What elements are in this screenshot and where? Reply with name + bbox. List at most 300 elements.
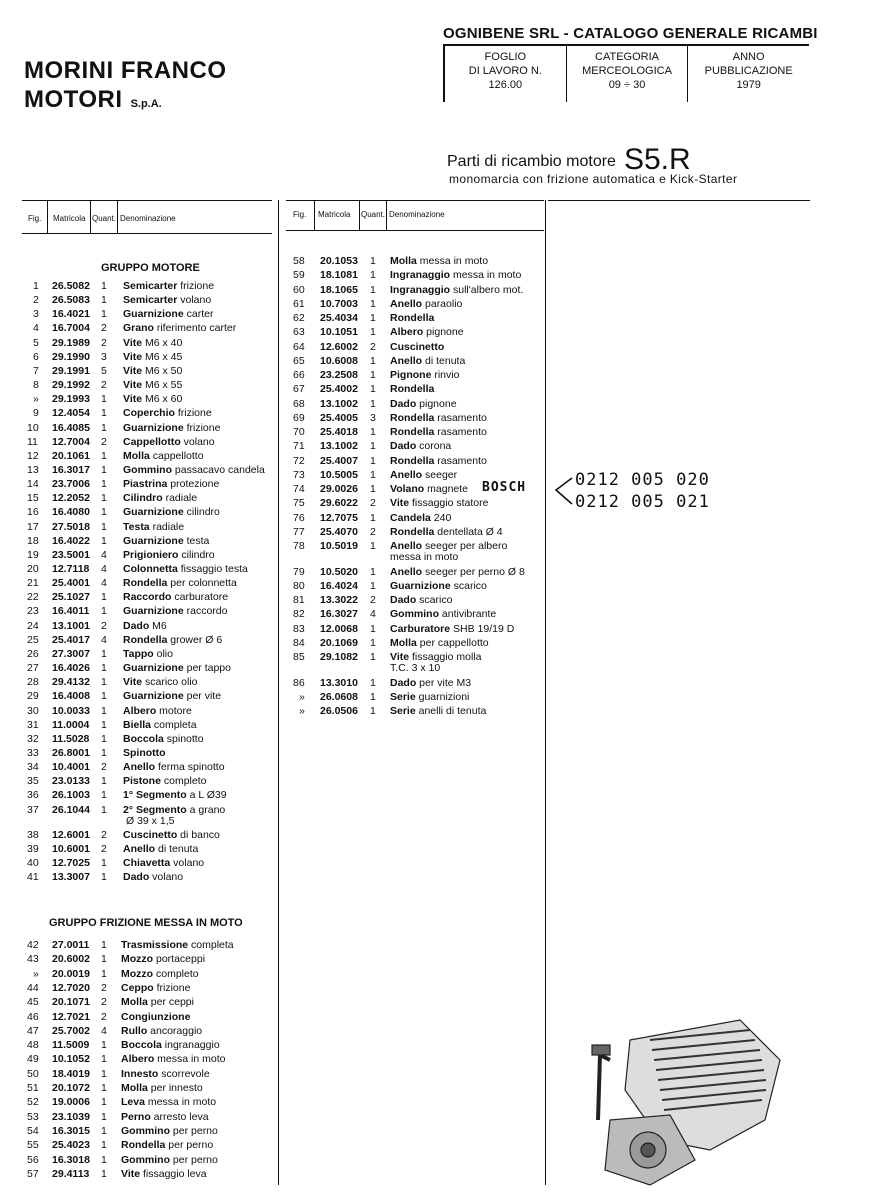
header-cell-anno [687, 46, 809, 102]
row-matricola: 12.4054 [52, 407, 90, 420]
row-denominazione: Dado pignone [390, 397, 457, 410]
row-fig: 55 [27, 1139, 39, 1152]
row-denominazione-bold: Gommino [390, 608, 439, 621]
row-denominazione-bold: Rondella [121, 1139, 166, 1152]
row-quantity: 1 [370, 354, 376, 367]
divider [286, 200, 544, 201]
row-denominazione: Molla per ceppi [121, 996, 194, 1009]
row-matricola: 12.7075 [320, 511, 358, 524]
row-matricola: 26.5082 [52, 280, 90, 292]
row-matricola: 10.4001 [52, 761, 90, 774]
row-denominazione-bold: Anello [390, 540, 423, 552]
row-denominazione-bold: Serie [390, 705, 416, 717]
row-denominazione: Guarnizione per vite [123, 690, 222, 703]
row-denominazione-bold: Guarnizione [123, 534, 184, 547]
row-denominazione-bold: Molla [121, 1082, 148, 1094]
row-denominazione-bold: Ingranaggio [390, 283, 451, 296]
row-quantity: 5 [101, 364, 107, 377]
logo-spa: S.p.A. [130, 98, 162, 110]
row-matricola: 25.7002 [52, 1024, 90, 1037]
row-quantity: 1 [370, 369, 376, 381]
row-denominazione: Pignone rinvio [390, 369, 460, 381]
row-fig: 7 [33, 364, 39, 377]
col-fig: Fig. [293, 210, 307, 219]
row-matricola: 10.6008 [320, 354, 358, 367]
row-matricola: 10.0033 [52, 704, 90, 717]
row-fig: 32 [27, 732, 39, 745]
row-matricola: 25.4005 [320, 411, 358, 424]
row-denominazione: Prigioniero cilindro [123, 548, 215, 561]
row-denominazione-bold: Pignone [390, 369, 432, 381]
row-quantity: 2 [370, 594, 376, 606]
row-quantity: 1 [101, 662, 107, 675]
row-matricola: 27.3007 [52, 647, 90, 660]
row-denominazione-bold: Anello [390, 468, 423, 481]
row-denominazione-bold: Raccordo [123, 591, 172, 604]
row-quantity: 1 [101, 506, 107, 519]
row-matricola: 25.4002 [320, 383, 358, 396]
row-denominazione: Molla per innesto [121, 1082, 203, 1094]
row-quantity: 1 [101, 647, 107, 660]
row-quantity: 4 [101, 1024, 107, 1037]
row-fig: 23 [27, 605, 39, 618]
row-fig: 39 [27, 843, 39, 855]
cell-label: FOGLIO [484, 51, 527, 63]
row-fig: 10 [27, 421, 39, 434]
row-quantity: 1 [101, 520, 107, 533]
row-denominazione-bold: Ingranaggio [390, 269, 451, 282]
row-fig: 62 [293, 312, 305, 324]
row-fig: 83 [293, 622, 305, 635]
row-quantity: 1 [101, 294, 107, 307]
row-matricola: 12.6001 [52, 828, 90, 841]
row-quantity: 1 [370, 483, 376, 495]
row-matricola: 10.6001 [52, 843, 90, 855]
row-fig: 13 [27, 463, 39, 476]
row-fig: 80 [293, 579, 305, 592]
row-denominazione-bold: Ceppo [121, 981, 154, 994]
row-fig: 5 [33, 336, 39, 349]
row-denominazione: Vite fissaggio statore [390, 497, 489, 510]
row-denominazione-bold: Anello [390, 297, 423, 310]
row-fig: 44 [27, 981, 39, 994]
divider [22, 233, 272, 234]
row-matricola: 16.4011 [52, 605, 90, 618]
row-denominazione: Anello seeger per perno Ø 8 [390, 565, 525, 578]
row-denominazione-bold: Rondella [390, 454, 435, 467]
logo-line1: MORINI FRANCO [24, 57, 227, 84]
row-matricola: 16.3027 [320, 608, 358, 621]
row-denominazione: Dado corona [390, 440, 452, 453]
row-fig: 30 [27, 704, 39, 717]
row-quantity: 1 [101, 690, 107, 703]
header-cell-foglio [443, 46, 566, 102]
cell-label: MERCEOLOGICA [582, 65, 672, 77]
row-matricola: 23.5001 [52, 548, 90, 561]
row-denominazione: Grano riferimento carter [123, 322, 237, 335]
row-denominazione-bold: Vite [121, 1167, 141, 1180]
subtitle [447, 140, 691, 174]
row-matricola: 13.1001 [52, 619, 90, 632]
row-denominazione: Pistone completo [123, 775, 207, 788]
row-denominazione-bold: Cappellotto [123, 435, 181, 448]
row-denominazione: Ingranaggio sull'albero mot. [390, 283, 524, 296]
row-denominazione: Chiavetta volano [123, 857, 205, 870]
row-quantity: 1 [101, 732, 107, 745]
row-denominazione: Gommino antivibrante [390, 608, 497, 621]
row-matricola: 23.7006 [52, 478, 90, 491]
row-matricola: 29.1992 [52, 379, 90, 392]
row-denominazione: Cilindro radiale [123, 492, 198, 505]
row-quantity: 1 [370, 511, 376, 524]
row-denominazione: Boccola spinotto [123, 732, 204, 745]
row-denominazione: Tappo olio [123, 647, 173, 660]
row-matricola: 20.1072 [52, 1082, 90, 1094]
row-matricola: 10.7003 [320, 297, 358, 310]
cell-label: DI LAVORO N. [468, 65, 542, 77]
row-continuation-text: Ø 39 x 1,5 [126, 814, 175, 827]
row-fig: » [299, 690, 305, 703]
row-denominazione-bold: Dado [390, 397, 417, 410]
row-matricola: 10.5019 [320, 540, 358, 552]
row-quantity: 1 [101, 393, 107, 406]
row-denominazione-bold: Rondella [123, 633, 168, 646]
row-fig: 41 [27, 871, 39, 884]
row-denominazione-bold: Innesto [121, 1067, 159, 1080]
row-matricola: 26.0506 [320, 705, 358, 717]
row-matricola: 16.3017 [52, 463, 90, 476]
row-quantity: 1 [101, 534, 107, 547]
row-matricola: 16.4021 [52, 308, 90, 321]
row-denominazione-bold: Gommino [121, 1153, 170, 1166]
row-matricola: 12.0068 [320, 622, 358, 635]
row-matricola: 20.6002 [52, 953, 90, 966]
row-denominazione-bold: Vite [123, 364, 143, 377]
row-fig: 50 [27, 1067, 39, 1080]
row-denominazione: Albero pignone [390, 326, 464, 339]
section-gruppo-frizione: GRUPPO FRIZIONE MESSA IN MOTO [49, 917, 243, 929]
row-quantity: 1 [101, 953, 107, 966]
row-fig: 42 [27, 939, 39, 951]
row-denominazione: Molla cappellotto [123, 449, 204, 462]
row-denominazione: Vite fissaggio molla [390, 651, 482, 663]
row-quantity: 1 [101, 676, 107, 689]
col-quant: Quant. [361, 210, 386, 219]
row-fig: 43 [27, 953, 39, 966]
row-fig: 22 [27, 591, 39, 604]
row-denominazione-bold: Molla [390, 255, 417, 267]
row-quantity: 1 [370, 705, 376, 717]
row-matricola: 12.7021 [52, 1010, 90, 1023]
row-matricola: 13.3022 [320, 594, 358, 606]
row-denominazione: Coperchio frizione [123, 407, 212, 420]
row-quantity: 1 [370, 565, 376, 578]
row-denominazione: Guarnizione frizione [123, 421, 221, 434]
row-matricola: 13.1002 [320, 397, 358, 410]
row-denominazione-bold: Pistone [123, 775, 161, 788]
row-fig: » [299, 705, 305, 717]
row-denominazione: Dado M6 [123, 619, 167, 632]
row-quantity: 2 [101, 761, 107, 774]
row-matricola: 26.5083 [52, 294, 90, 307]
row-denominazione-bold: Gommino [123, 463, 172, 476]
row-denominazione: 2° Segmento a grano [123, 803, 226, 816]
row-quantity: 1 [370, 676, 376, 689]
row-denominazione-bold: Dado [123, 619, 150, 632]
row-quantity: 2 [101, 619, 107, 632]
row-quantity: 1 [101, 478, 107, 491]
handwritten-code-1: 0212 005 020 [575, 470, 710, 490]
row-fig: 37 [27, 803, 39, 816]
row-quantity: 1 [370, 312, 376, 324]
row-denominazione: Cuscinetto di banco [123, 828, 220, 841]
row-quantity: 1 [370, 255, 376, 267]
row-matricola: 13.3010 [320, 676, 358, 689]
row-denominazione: Guarnizione scarico [390, 579, 487, 592]
row-denominazione: Guarnizione raccordo [123, 605, 228, 618]
divider [548, 200, 810, 201]
row-quantity: 2 [101, 843, 107, 855]
row-denominazione: Vite M6 x 40 [123, 336, 183, 349]
row-matricola: 23.2508 [320, 369, 358, 381]
row-matricola: 10.1051 [320, 326, 358, 339]
row-denominazione-bold: Coperchio [123, 407, 175, 420]
row-denominazione: Guarnizione per tappo [123, 662, 231, 675]
cell-value: 1979 [736, 79, 761, 91]
row-denominazione: Candela 240 [390, 511, 452, 524]
row-denominazione: Molla per cappellotto [390, 636, 489, 649]
column-divider [278, 200, 279, 1185]
row-quantity: 1 [101, 407, 107, 420]
row-continuation-text: T.C. 3 x 10 [390, 662, 441, 675]
row-denominazione-bold: Boccola [121, 1039, 162, 1052]
row-quantity: 1 [101, 704, 107, 717]
row-matricola: 29.6022 [320, 497, 358, 510]
row-matricola: 25.4017 [52, 633, 90, 646]
row-matricola: 25.1027 [52, 591, 90, 604]
catalog-header [443, 24, 818, 102]
row-quantity: 1 [101, 789, 107, 802]
row-matricola: 29.4132 [52, 676, 90, 689]
row-fig: 53 [27, 1110, 39, 1123]
row-denominazione: Vite M6 x 45 [123, 350, 183, 363]
row-matricola: 10.5005 [320, 468, 358, 481]
row-denominazione-bold: Vite [390, 651, 410, 663]
row-quantity: 3 [101, 350, 107, 363]
row-denominazione: Guarnizione testa [123, 534, 210, 547]
row-denominazione-bold: Anello [390, 354, 423, 367]
row-quantity: 1 [101, 421, 107, 434]
row-matricola: 16.4008 [52, 690, 90, 703]
row-denominazione: Guarnizione cilindro [123, 506, 220, 519]
row-quantity: 1 [370, 540, 376, 552]
row-quantity: 1 [101, 1082, 107, 1094]
row-quantity: 1 [101, 1167, 107, 1180]
row-fig: 54 [27, 1124, 39, 1137]
row-fig: 46 [27, 1010, 39, 1023]
col-matricola: Matricola [318, 210, 351, 219]
header-cell-categoria [566, 46, 688, 102]
row-denominazione-bold: Piastrina [123, 478, 168, 491]
row-denominazione-bold: Dado [390, 676, 417, 689]
row-denominazione: Trasmissione completa [121, 939, 234, 951]
row-matricola: 18.1081 [320, 269, 358, 282]
row-fig: 25 [27, 633, 39, 646]
row-matricola: 26.0608 [320, 690, 358, 703]
row-fig: 1 [33, 280, 39, 292]
row-denominazione: Gommino per perno [121, 1124, 218, 1137]
row-fig: 20 [27, 563, 39, 575]
row-matricola: 20.1053 [320, 255, 358, 267]
row-denominazione-bold: Vite [123, 336, 143, 349]
row-quantity: 1 [101, 775, 107, 788]
row-denominazione-bold: Guarnizione [123, 605, 184, 618]
row-matricola: 12.2052 [52, 492, 90, 505]
row-denominazione: Dado per vite M3 [390, 676, 472, 689]
row-denominazione-bold: Anello [390, 565, 423, 578]
divider [386, 200, 387, 231]
row-fig: 2 [33, 294, 39, 307]
row-matricola: 26.1044 [52, 803, 90, 816]
row-denominazione: Vite scarico olio [123, 676, 198, 689]
row-matricola: 10.1052 [52, 1053, 90, 1066]
row-denominazione: Guarnizione carter [123, 308, 214, 321]
row-denominazione: Piastrina protezione [123, 478, 220, 491]
row-quantity: 1 [370, 622, 376, 635]
row-fig: 79 [293, 565, 305, 578]
row-quantity: 2 [101, 981, 107, 994]
row-denominazione-bold: Mozzo [121, 967, 154, 980]
row-quantity: 4 [101, 577, 107, 590]
row-matricola: 26.8001 [52, 746, 90, 759]
row-matricola: 29.1082 [320, 651, 358, 663]
row-denominazione-bold: Vite [390, 497, 410, 510]
row-matricola: 13.1002 [320, 440, 358, 453]
row-fig: 64 [293, 340, 305, 353]
divider [314, 200, 315, 231]
row-denominazione [121, 1010, 190, 1024]
row-quantity: 2 [101, 336, 107, 349]
divider [90, 200, 91, 234]
row-fig: 8 [33, 379, 39, 392]
row-denominazione: Anello di tenuta [123, 843, 199, 855]
row-quantity: 1 [101, 1153, 107, 1166]
row-matricola: 27.5018 [52, 520, 90, 533]
row-denominazione-bold: Chiavetta [123, 857, 171, 870]
row-denominazione [390, 382, 434, 396]
row-matricola: 11.5009 [52, 1039, 90, 1052]
row-fig: 29 [27, 690, 39, 703]
row-denominazione-bold: Rondella [390, 525, 435, 538]
row-denominazione-bold: Albero [390, 326, 424, 339]
row-denominazione-bold: Prigioniero [123, 548, 179, 561]
row-denominazione: Boccola ingranaggio [121, 1039, 220, 1052]
subtitle-line2: monomarcia con frizione automatica e Kick-Starter [449, 172, 738, 186]
row-fig: 48 [27, 1039, 39, 1052]
row-quantity: 2 [101, 828, 107, 841]
row-denominazione: Dado volano [123, 871, 184, 884]
row-denominazione-bold: Rondella [390, 312, 435, 324]
row-matricola: 12.7025 [52, 857, 90, 870]
row-denominazione-bold: Rondella [390, 383, 435, 396]
row-fig: 17 [27, 520, 39, 533]
row-matricola: 25.4023 [52, 1139, 90, 1152]
row-denominazione: Vite M6 x 60 [123, 393, 183, 406]
row-fig: 71 [293, 440, 305, 453]
row-matricola: 25.4001 [52, 577, 90, 590]
row-quantity: 4 [370, 608, 376, 621]
row-denominazione: Rondella per colonnetta [123, 577, 237, 590]
row-matricola: 10.5020 [320, 565, 358, 578]
logo-line2: MOTORI [24, 86, 123, 113]
row-matricola: 29.1993 [52, 393, 90, 406]
row-denominazione-bold: Molla [121, 996, 148, 1009]
row-fig: 26 [27, 647, 39, 660]
row-denominazione: Ceppo frizione [121, 981, 191, 994]
row-denominazione: Biella completa [123, 718, 197, 731]
row-denominazione: Carburatore SHB 19/19 D [390, 622, 515, 635]
row-quantity: 1 [101, 967, 107, 980]
row-quantity: 2 [370, 340, 376, 353]
row-denominazione-bold: Guarnizione [123, 308, 184, 321]
row-fig: 57 [27, 1167, 39, 1180]
row-denominazione: Ingranaggio messa in moto [390, 269, 522, 282]
row-matricola: 29.4113 [52, 1167, 90, 1180]
row-quantity: 3 [370, 411, 376, 424]
row-quantity: 1 [101, 463, 107, 476]
row-quantity: 1 [101, 746, 107, 759]
row-matricola: 16.4085 [52, 421, 90, 434]
catalog-title: OGNIBENE SRL - CATALOGO GENERALE RICAMBI [443, 24, 809, 46]
row-fig: 65 [293, 354, 305, 367]
row-fig: 34 [27, 761, 39, 774]
row-denominazione-bold: Leva [121, 1096, 145, 1109]
row-fig: » [33, 967, 39, 980]
row-denominazione [390, 311, 434, 325]
row-fig: 75 [293, 497, 305, 510]
row-matricola: 16.3018 [52, 1153, 90, 1166]
row-denominazione: Anello seeger per albero [390, 540, 508, 552]
row-matricola: 16.4026 [52, 662, 90, 675]
row-denominazione: Rondella per perno [121, 1139, 214, 1152]
row-quantity: 4 [101, 548, 107, 561]
row-denominazione-bold: Spinotto [123, 746, 166, 759]
row-quantity: 1 [101, 1053, 107, 1066]
row-denominazione: Anello ferma spinotto [123, 761, 225, 774]
row-denominazione-bold: Rondella [123, 577, 168, 590]
row-fig: 31 [27, 718, 39, 731]
row-denominazione-bold: Candela [390, 511, 431, 524]
row-fig: 40 [27, 857, 39, 870]
row-fig: 49 [27, 1053, 39, 1066]
row-quantity: 1 [101, 1110, 107, 1123]
row-matricola: 29.1989 [52, 336, 90, 349]
row-quantity: 1 [101, 1067, 107, 1080]
row-denominazione-bold: Cuscinetto [390, 340, 445, 353]
row-denominazione: Cappellotto volano [123, 435, 215, 448]
row-matricola: 29.0026 [320, 483, 358, 495]
row-denominazione-bold: Dado [390, 594, 417, 606]
row-matricola: 25.4070 [320, 525, 358, 538]
row-denominazione: Rondella rasamento [390, 454, 487, 467]
divider [117, 200, 118, 234]
row-denominazione-bold: Cilindro [123, 492, 163, 505]
row-fig: » [33, 393, 39, 406]
model-name: S5.R [623, 143, 691, 176]
row-denominazione-bold: Vite [123, 379, 143, 392]
row-fig: 73 [293, 468, 305, 481]
row-fig: 51 [27, 1082, 39, 1094]
